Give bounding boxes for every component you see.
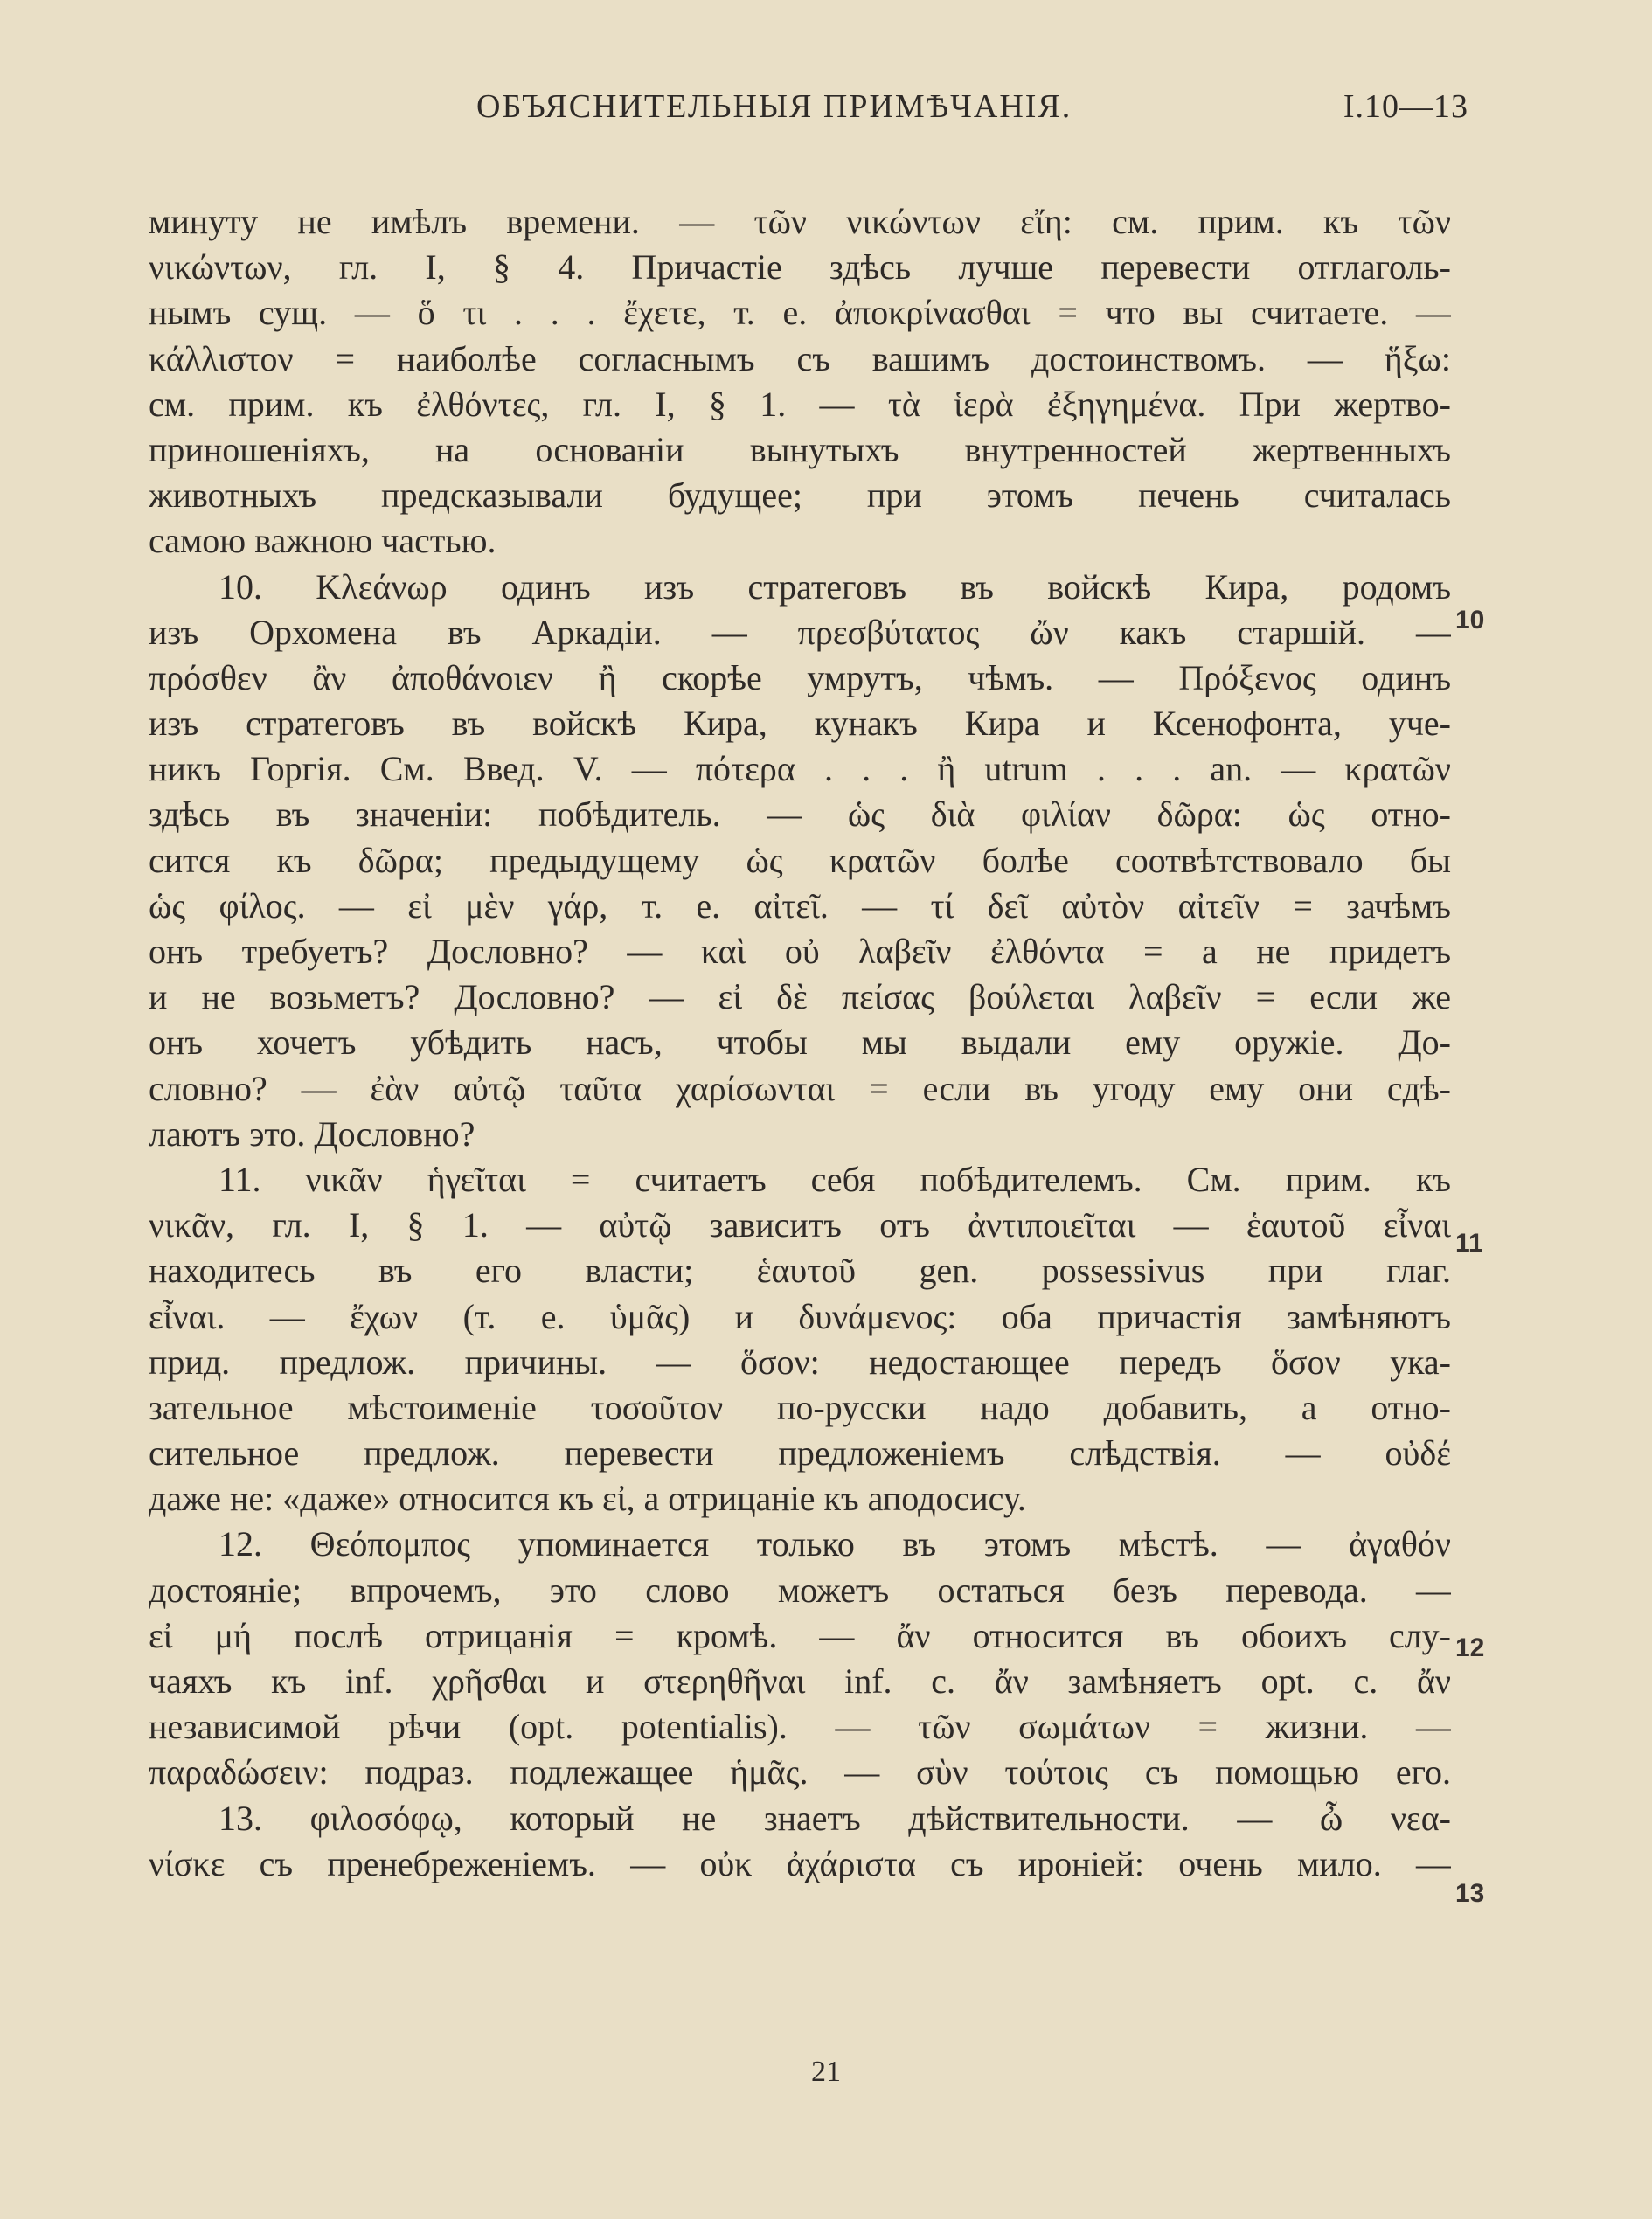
text-line: νικᾶν, гл. I, § 1. — αὐτῷ зависитъ отъ ἀντιποιεῖται — ἑαυτοῦ εἶναι (149, 1205, 1451, 1245)
text-line: достояніе; впрочемъ, это слово можетъ остаться безъ перевода. — (149, 1570, 1451, 1610)
text-line: онъ требуетъ? Дословно? — καὶ οὐ λαβεῖν ἐλθόντα = а не придетъ (149, 932, 1451, 971)
note-10-start: 10. Κλεάνωρ одинъ изъ стратеговъ въ войскѣ Кира, родомъ (219, 566, 1451, 607)
text-line: и не возьметъ? Дословно? — εἰ δὲ πείσας βούλεται λαβεῖν = если же (149, 977, 1451, 1017)
text-line: сительное предлож. перевести предложеніемъ слѣдствія. — οὐδέ (149, 1433, 1451, 1474)
text-line: κάλλιστον = наиболѣе согласнымъ съ вашимъ достоинствомъ. — ἥξω: (149, 338, 1451, 378)
text-line: приношеніяхъ, на основаніи вынутыхъ внутренностей жертвенныхъ (149, 429, 1451, 469)
text-line: изъ Орхомена въ Аркадіи. — πρεσβύτατος ὤν какъ старшій. — (149, 612, 1451, 652)
note-12-start: 12. Θεόπομπος упоминается только въ этомъ мѣстѣ. — ἀγαθόν (219, 1524, 1451, 1564)
body-text (149, 199, 1451, 1887)
text-line: здѣсь въ значеніи: побѣдитель. — ὡς διὰ φιλίαν δῶρα: ὡς отно- (149, 794, 1451, 835)
text-line: даже не: «даже» относится къ εἰ, а отрицаніе къ аподосису. (149, 1479, 1026, 1519)
text-line: независимой рѣчи (opt. potentialis). — τῶν σωμάτων = жизни. — (149, 1707, 1451, 1747)
text-line: πρόσθεν ἂν ἀποθάνοιεν ἢ скорѣе умрутъ, чѣмъ. — Πρόξενος одинъ (149, 657, 1451, 697)
text-line: находитесь въ его власти; ἑαυτοῦ gen. possessivus при глаг. (149, 1251, 1451, 1291)
text-line: изъ стратеговъ въ войскѣ Кира, кунакъ Кира и Ксенофонта, уче- (149, 704, 1451, 744)
text-line: εἶναι. — ἔχων (т. е. ὑμᾶς) и δυνάμενος: оба причастія замѣняютъ (149, 1296, 1451, 1336)
text-line: самою важною частью. (149, 521, 496, 561)
note-13-start: 13. φιλοσόφῳ, который не знаетъ дѣйствительности. — ὦ νεα- (219, 1798, 1451, 1838)
text-line: словно? — ἐὰν αὐτῷ ταῦτα χαρίσωνται = если въ угоду ему они сдѣ- (149, 1068, 1451, 1108)
text-line: минуту не имѣлъ времени. — τῶν νικώντων εἴη: см. прим. къ τῶν (149, 202, 1451, 241)
text-line: παραδώσειν: подраз. подлежащее ἡμᾶς. — σὺν τούτοις съ помощью его. (149, 1752, 1451, 1793)
text-line: никъ Горгія. См. Введ. V. — πότερα . . . ἢ utrum . . . an. — κρατῶν (149, 749, 1451, 789)
text-line: животныхъ предсказывали будущее; при этомъ печень считалась (149, 475, 1451, 516)
text-line: νίσκε съ пренебреженіемъ. — οὐκ ἀχάριστα съ ироніей: очень мило. — (149, 1843, 1451, 1883)
text-line: εἰ μή послѣ отрицанія = кромѣ. — ἄν относится въ обоихъ слу- (149, 1615, 1451, 1655)
running-title: ОБЪЯСНИТЕЛЬНЫЯ ПРИМѢЧАНІЯ. (476, 88, 1072, 125)
margin-number-10: 10 (1455, 606, 1485, 634)
text-line: онъ хочетъ убѣдить насъ, чтобы мы выдали ему оружіе. До- (149, 1023, 1451, 1063)
margin-number-11: 11 (1455, 1229, 1483, 1258)
text-line: нымъ сущ. — ὅ τι . . . ἔχετε, т. е. ἀποκρίνασθαι = что вы считаете. — (149, 293, 1451, 333)
text-line: прид. предлож. причины. — ὅσον: недостающее передъ ὅσον ука- (149, 1342, 1451, 1382)
running-head (149, 87, 1468, 140)
note-11-start: 11. νικᾶν ἡγεῖται = считаетъ себя побѣдителемъ. См. прим. къ (219, 1159, 1451, 1199)
text-line: чаяхъ къ inf. χρῆσθαι и στερηθῆναι inf. c. ἄν замѣняетъ opt. c. ἄν (149, 1661, 1451, 1701)
page-number: 21 (811, 2056, 841, 2088)
chapter-range: I.10—13 (1343, 88, 1468, 125)
text-line: зательное мѣстоименіе τοσοῦτον по-русски надо добавить, а отно- (149, 1387, 1451, 1427)
text-line: νικώντων, гл. I, § 4. Причастіе здѣсь лучше перевести отглаголь- (149, 247, 1451, 288)
margin-number-13: 13 (1455, 1879, 1485, 1908)
margin-number-12: 12 (1455, 1633, 1485, 1662)
text-line: ὡς φίλος. — εἰ μὲν γάρ, т. е. αἰτεῖ. — τί δεῖ αὐτὸν αἰτεῖν = зачѣмъ (149, 885, 1451, 926)
text-line: см. прим. къ ἐλθόντες, гл. I, § 1. — τὰ ἱερὰ ἐξηγημένα. При жертво- (149, 384, 1451, 424)
text-line: сится къ δῶρα; предыдущему ὡς κρατῶν болѣе соотвѣтствовало бы (149, 840, 1451, 880)
text-line: лаютъ это. Дословно? (149, 1113, 475, 1154)
